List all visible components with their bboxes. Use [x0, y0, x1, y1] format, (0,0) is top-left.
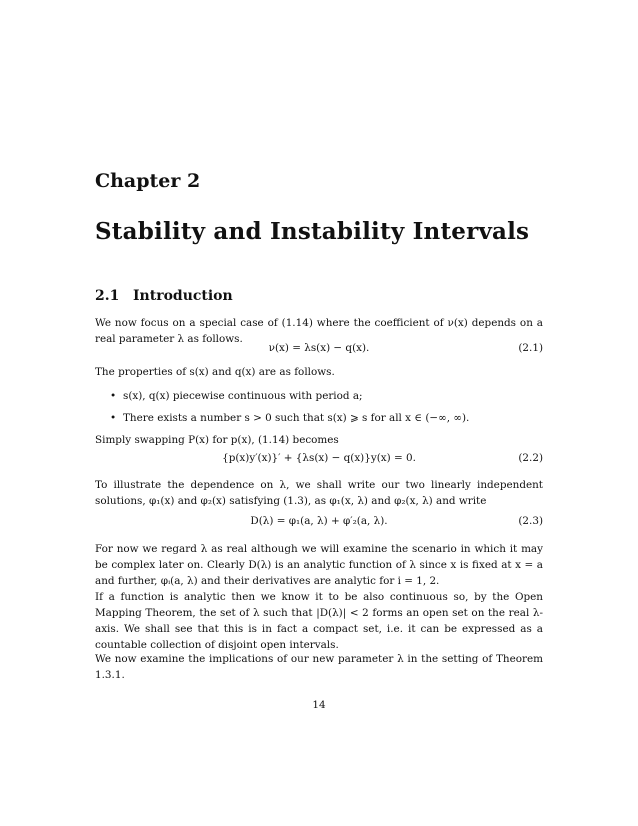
section-title: Introduction	[133, 288, 233, 304]
section-heading	[95, 288, 233, 304]
equation-2-3	[95, 515, 543, 531]
paragraph-intro: We now focus on a special case of (1.14) where the coefficient of ν(x) depends on a real parameter λ as follows.	[95, 317, 543, 345]
bullet-icon: •	[110, 412, 117, 424]
paragraph-analytic: For now we regard λ as real although we will examine the scenario in which it may be complex later on. Clearly D(λ) is an analytic function of λ since x is fixed at x = a and further, φᵢ(a, λ) and their derivatives are analytic for i = 1, 2.	[95, 543, 543, 587]
bullet-icon: •	[110, 390, 117, 402]
paragraph-dependence: To illustrate the dependence on λ, we shall write our two linearly independent solutions, φ₁(x) and φ₂(x) satisfying (1.3), as φ₁(x, λ) and φ₂(x, λ) and write	[95, 479, 543, 507]
equation-expression: {p(x)y′(x)}′ + {λs(x) − q(x)}y(x) = 0.	[222, 452, 416, 464]
bullet-item	[110, 388, 543, 404]
equation-tag: (2.1)	[518, 342, 543, 354]
equation-2-1	[95, 342, 543, 358]
equation-tag: (2.3)	[518, 515, 543, 527]
bullet-item	[110, 410, 543, 426]
paragraph-implications: We now examine the implications of our new parameter λ in the setting of Theorem 1.3.1.	[95, 653, 543, 681]
equation-tag: (2.2)	[518, 452, 543, 464]
bullet-text: There exists a number s > 0 such that s(x) ⩾ s for all x ∈ (−∞, ∞).	[123, 412, 470, 424]
paragraph-open-mapping: If a function is analytic then we know it to be also continuous so, by the Open Mapping Theorem, the set of λ such that |D(λ)| < 2 forms an open set on the real λ-axis. We shall see that this is in fact a compact set, i.e. it can be expressed as a countable collection of disjoint open intervals.	[95, 591, 543, 651]
chapter-title: Stability and Instability Intervals	[95, 218, 530, 245]
equation-expression: D(λ) = φ₁(a, λ) + φ′₂(a, λ).	[250, 515, 388, 527]
bullet-text: s(x), q(x) piecewise continuous with period a;	[123, 390, 363, 402]
paragraph-properties: The properties of s(x) and q(x) are as follows.	[95, 366, 335, 378]
section-number: 2.1	[95, 288, 120, 304]
equation-2-2	[95, 452, 543, 468]
equation-expression: ν(x) = λs(x) − q(x).	[268, 342, 370, 354]
page-number: 14	[312, 699, 326, 711]
paragraph-swap: Simply swapping P(x) for p(x), (1.14) becomes	[95, 434, 339, 446]
chapter-label: Chapter 2	[95, 170, 201, 192]
